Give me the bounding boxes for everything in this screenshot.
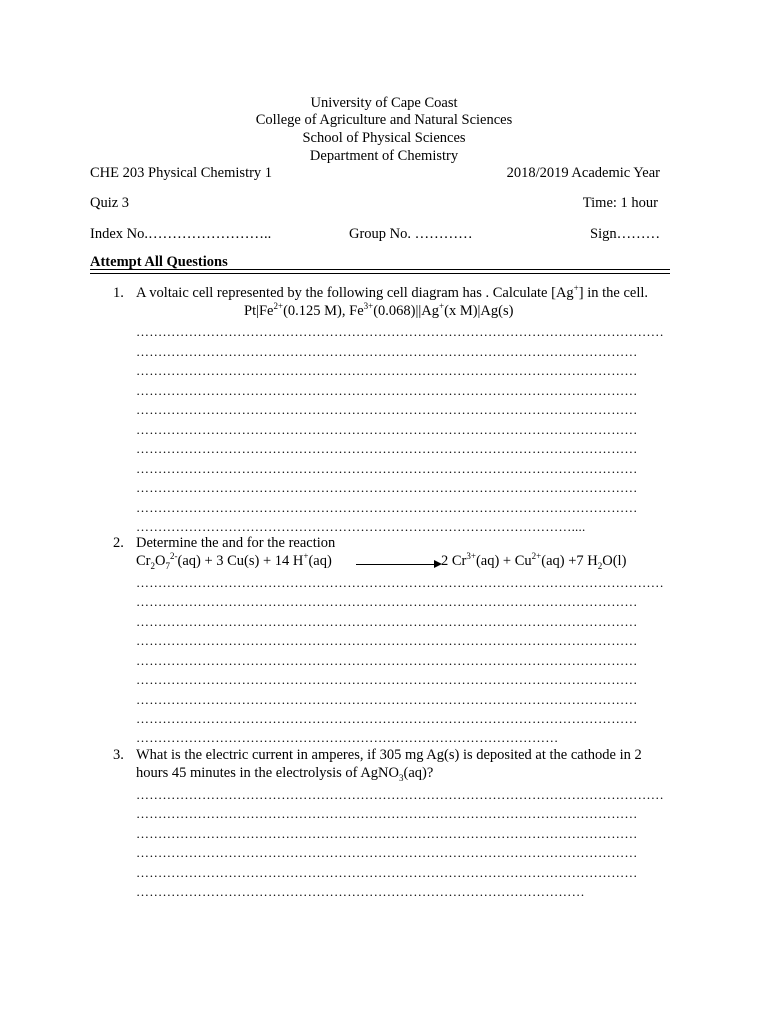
reaction-reactants: $Cr_2O_7^{2-}(aq) + 3$ Cu(s) + 14 H+(aq) — [136, 551, 332, 571]
college-name: College of Agriculture and Natural Sciences — [255, 112, 513, 128]
answer-line[interactable]: …………………………………………………………………………………………………… — [136, 807, 638, 821]
answer-line[interactable]: …………………………………………………………………………………………………… — [136, 345, 638, 359]
cell-diagram: $Pt|Fe^{2+}(0.125$ M), $Fe^{3+}(0.068)||Ag^+(x$ M)|Ag(s) — [244, 301, 514, 319]
answer-line[interactable]: …………………………………………………………………………………………………… — [136, 442, 638, 456]
answer-line[interactable]: …………………………………………………………………………………………………… — [136, 615, 638, 629]
answer-line[interactable]: …………………………………………………………………………………………………… — [136, 501, 638, 515]
answer-line[interactable]: …………………………………………………………………………………………………… — [136, 634, 638, 648]
index-no-field[interactable]: Index No.…………………….. — [90, 226, 272, 242]
answer-line[interactable]: …………………………………………………………………………………………………… — [136, 403, 638, 417]
question-2-text: Determine the and for the reaction — [136, 535, 336, 551]
answer-line[interactable]: ……………………………………………………………………………………….... — [136, 520, 586, 534]
school-name: School of Physical Sciences — [302, 130, 466, 146]
answer-line[interactable]: …………………………………………………………………………………………………… — [136, 654, 638, 668]
university-name: University of Cape Coast — [310, 95, 458, 111]
answer-line[interactable]: ………………………………………………………………………………………………………… — [136, 576, 664, 590]
question-1-number: 1. — [113, 285, 124, 301]
answer-line[interactable]: ………………………………………………………………………………………………………… — [136, 325, 664, 339]
instructions-heading: Attempt All Questions — [90, 254, 228, 270]
reaction-products: 2 $Cr^{3+}(aq) + Cu^{2+}(aq) +7$ $H_2O(l)$ — [441, 551, 627, 571]
answer-line[interactable]: …………………………………………………………………………………………………… — [136, 846, 638, 860]
time-label: Time: 1 hour — [582, 195, 658, 211]
quiz-label: Quiz 3 — [90, 195, 130, 211]
answer-line[interactable]: …………………………………………………………………………………………………… — [136, 866, 638, 880]
question-3-line-1: What is the electric current in amperes, if 305 mg Ag(s) is deposited at the cathode in 2 — [136, 747, 642, 763]
reaction-arrow — [356, 564, 438, 565]
answer-line[interactable]: ………………………………………………………………………………………… — [136, 885, 585, 899]
answer-line[interactable]: …………………………………………………………………………………………………… — [136, 462, 638, 476]
answer-line[interactable]: …………………………………………………………………………………………………… — [136, 423, 638, 437]
heading-rule-top — [90, 269, 670, 270]
answer-line[interactable]: …………………………………………………………………………………………………… — [136, 827, 638, 841]
answer-line[interactable]: …………………………………………………………………………………………………… — [136, 364, 638, 378]
answer-line[interactable]: ………………………………………………………………………………………………………… — [136, 788, 664, 802]
answer-line[interactable]: …………………………………………………………………………………………………… — [136, 384, 638, 398]
question-2-number: 2. — [113, 535, 124, 551]
question-3-line-2: hours 45 minutes in the electrolysis of AgNO$_3$(aq)? — [136, 765, 434, 783]
heading-rule-bottom — [90, 273, 670, 274]
sign-field[interactable]: Sign……… — [590, 226, 661, 242]
answer-line[interactable]: …………………………………………………………………………………… — [136, 731, 559, 745]
answer-line[interactable]: …………………………………………………………………………………………………… — [136, 481, 638, 495]
answer-line[interactable]: …………………………………………………………………………………………………… — [136, 712, 638, 726]
question-1-text: A voltaic cell represented by the following cell diagram has . Calculate [Ag+] in the cell. — [136, 283, 649, 301]
answer-line[interactable]: …………………………………………………………………………………………………… — [136, 693, 638, 707]
group-no-field[interactable]: Group No. ………… — [349, 226, 473, 242]
question-3-number: 3. — [113, 747, 124, 763]
answer-line[interactable]: …………………………………………………………………………………………………… — [136, 673, 638, 687]
course-title: CHE 203 Physical Chemistry 1 — [90, 165, 273, 181]
answer-line[interactable]: …………………………………………………………………………………………………… — [136, 595, 638, 609]
department-name: Department of Chemistry — [309, 148, 459, 164]
academic-year: 2018/2019 Academic Year — [506, 165, 660, 181]
